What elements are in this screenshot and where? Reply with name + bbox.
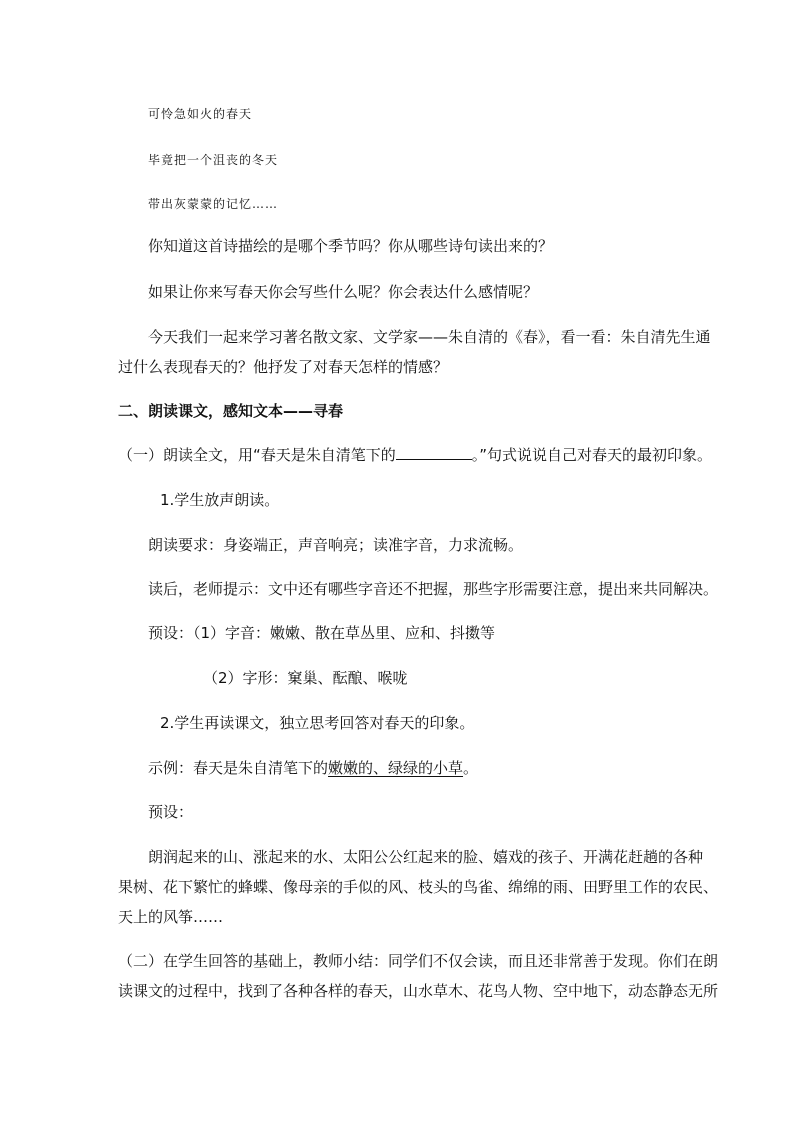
section-heading: 二、朗读课文，感知文本——寻春 (118, 402, 344, 420)
intro-paragraph-line-2: 过什么表现春天的？他抒发了对春天怎样的情感？ (118, 358, 449, 376)
reading-requirement: 朗读要求：身姿端正，声音响亮；读准字音，力求流畅。 (148, 536, 524, 554)
intro-question-1: 你知道这首诗描绘的是哪个季节吗？你从哪些诗句读出来的？ (148, 237, 554, 255)
intro-question-2: 如果让你来写春天你会写些什么呢？你会表达什么感情呢？ (148, 283, 539, 301)
part1-instruction (118, 445, 712, 465)
answer-line-1: 朗润起来的山、涨起来的水、太阳公公红起来的脸、嬉戏的孩子、开满花赶趟的各种 (148, 848, 704, 866)
part1-prefix: （一）朗读全文，用“春天是朱自清笔下的 (118, 446, 396, 464)
answer-line-2: 果树、花下繁忙的蜂蝶、像母亲的手似的风、枝头的鸟雀、绵绵的雨、田野里工作的农民、 (118, 878, 719, 896)
item-2: 2.学生再读课文，独立思考回答对春天的印象。 (160, 714, 475, 732)
after-reading-hint: 读后，老师提示：文中还有哪些字音还不把握，那些字形需要注意，提出来共同解决。 (148, 580, 719, 598)
item-1: 1.学生放声朗读。 (160, 491, 280, 509)
example-prefix: 示例：春天是朱自清笔下的 (148, 759, 329, 777)
poem-line-3: 带出灰蒙蒙的记忆…… (148, 197, 279, 211)
preset-pronunciation: 预设：（1）字音：嫩嫩、散在草丛里、应和、抖擞等 (148, 624, 496, 642)
example-line (148, 758, 478, 778)
part2-line-2: 读课文的过程中，找到了各种各样的春天，山水草木、花鸟人物、空中地下，动态静态无所 (118, 982, 719, 1000)
preset-label: 预设： (148, 803, 194, 821)
part2-line-1: （二）在学生回答的基础上，教师小结：同学们不仅会读，而且还非常善于发现。你们在朗 (118, 952, 719, 970)
part1-suffix: 。”句式说说自己对春天的最初印象。 (471, 446, 713, 464)
poem-line-1: 可怜急如火的春天 (148, 107, 253, 121)
intro-paragraph-line-1: 今天我们一起来学习著名散文家、文学家——朱自清的《春》，看一看：朱自清先生通 (148, 328, 711, 346)
poem-line-2: 毕竟把一个沮丧的冬天 (148, 153, 279, 167)
answer-line-3: 天上的风筝…… (118, 908, 224, 926)
fill-in-blank (396, 445, 472, 460)
example-underlined: 嫩嫩的、绿绿的小草 (328, 759, 464, 777)
preset-characters: （2）字形：窠巢、酝酿、喉咙 (203, 669, 408, 687)
example-suffix: 。 (463, 759, 479, 777)
